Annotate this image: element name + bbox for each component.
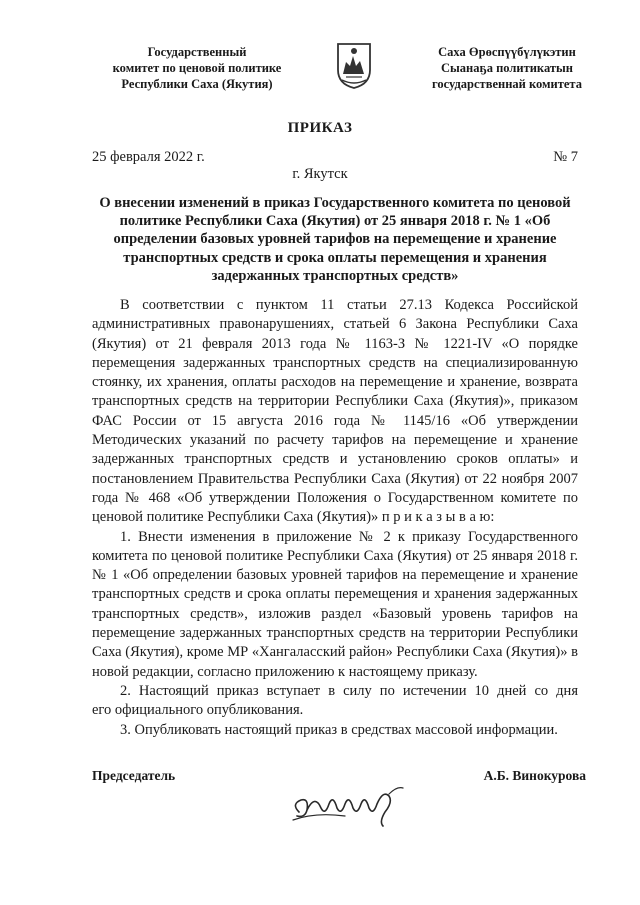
header-left-line: комитет по ценовой политике <box>112 61 282 75</box>
title-line: политике Республики Саха (Якутия) от 25 января 2018 г. № 1 «Об <box>119 213 551 230</box>
body-line: В соответствии с пунктом 11 статьи 27.13 Кодекса Российской <box>120 297 578 313</box>
body-line: перемещение задержанных транспортных средств на территории Республики <box>92 625 578 642</box>
body-line: транспортных средств на территории Республики Саха (Якутия)», приказом <box>92 393 578 410</box>
coat-of-arms-icon <box>334 40 374 90</box>
body-line: новой редакции, согласно приложению к настоящему приказу. <box>92 663 478 680</box>
header-right-line: государственнай комитета <box>432 77 582 91</box>
title-line: задержанных транспортных средств» <box>211 267 459 284</box>
handwritten-signature-icon <box>285 782 415 830</box>
body-line: Методических указаний по расчету тарифов на перемещение и хранение <box>92 432 578 449</box>
body-line: ценовой политике Республики Саха (Якутия)» п р и к а з ы в а ю: <box>92 509 495 526</box>
title-line: транспортных средств и срока оплаты перемещения и хранения <box>123 249 547 266</box>
body-line: № 1 «Об определении базовых уровней тарифов на перемещение и хранение <box>92 567 578 584</box>
header-right-line: Сыанаҕа политикатын <box>441 61 573 75</box>
header-left-line: Государственный <box>147 45 247 59</box>
signatory-role: Председатель <box>92 768 176 783</box>
body-line: транспортных средств и срока оплаты перемещения и хранения задержанных <box>92 586 578 603</box>
body-line: транспортных средств», изложив раздел «Базовый уровень тарифов на <box>92 605 578 622</box>
header-right-org <box>402 44 612 92</box>
body-line: комитета по ценовой политике Республики Саха (Якутия) от 25 января 2018 г. <box>92 547 578 564</box>
title-line: О внесении изменений в приказ Государственного комитета по ценовой <box>99 195 571 211</box>
body-line: 1. Внести изменения в приложение № 2 к приказу Государственного <box>120 528 578 545</box>
body-line: перемещения задержанных транспортных средств на специализированную <box>92 354 578 371</box>
document-title <box>92 194 578 285</box>
signatory-name: А.Б. Винокурова <box>483 768 586 783</box>
order-city: г. Якутск <box>292 166 348 182</box>
header-left-line: Республики Саха (Якутия) <box>121 77 273 91</box>
body-line: ФАС России от 15 августа 2016 года № 1145/16 «Об утверждении <box>92 412 578 429</box>
document-body <box>92 296 578 740</box>
body-line: стоянку, их хранения, оплаты расходов на перемещение и хранение, возврата <box>92 374 578 391</box>
body-line: (Якутия) от 21 февраля 2013 года № 1163-З № 1221-IV «О порядке <box>92 335 578 352</box>
body-line: 2. Настоящий приказ вступает в силу по истечении 10 дней со дня <box>120 682 578 699</box>
body-line: задержанных транспортных средств и установлению сроков оплаты» и <box>92 451 578 468</box>
order-title: ПРИКАЗ <box>287 120 353 136</box>
title-line: определении базовых уровней тарифов на перемещение и хранение <box>113 231 557 248</box>
header-right-line: Саха Өрөспүүбүлүкэтин <box>438 45 576 59</box>
body-line: года № 468 «Об утверждении Положения о Государственном комитете по <box>92 489 578 506</box>
order-date: 25 февраля 2022 г. <box>92 149 205 165</box>
order-number: № 7 <box>553 149 578 165</box>
body-line: его официального опубликования. <box>92 702 304 719</box>
body-line: постановлением Правительства Республики Саха (Якутия) от 22 ноября 2007 <box>92 470 578 487</box>
body-line: Саха (Якутия), кроме МР «Хангаласский район» Республики Саха (Якутия)» в <box>92 644 578 661</box>
body-line: 3. Опубликовать настоящий приказ в средствах массовой информации. <box>120 721 558 738</box>
body-line: административных правонарушениях, статьей 6 Закона Республики Саха <box>92 316 578 333</box>
header-left-org <box>92 44 302 92</box>
